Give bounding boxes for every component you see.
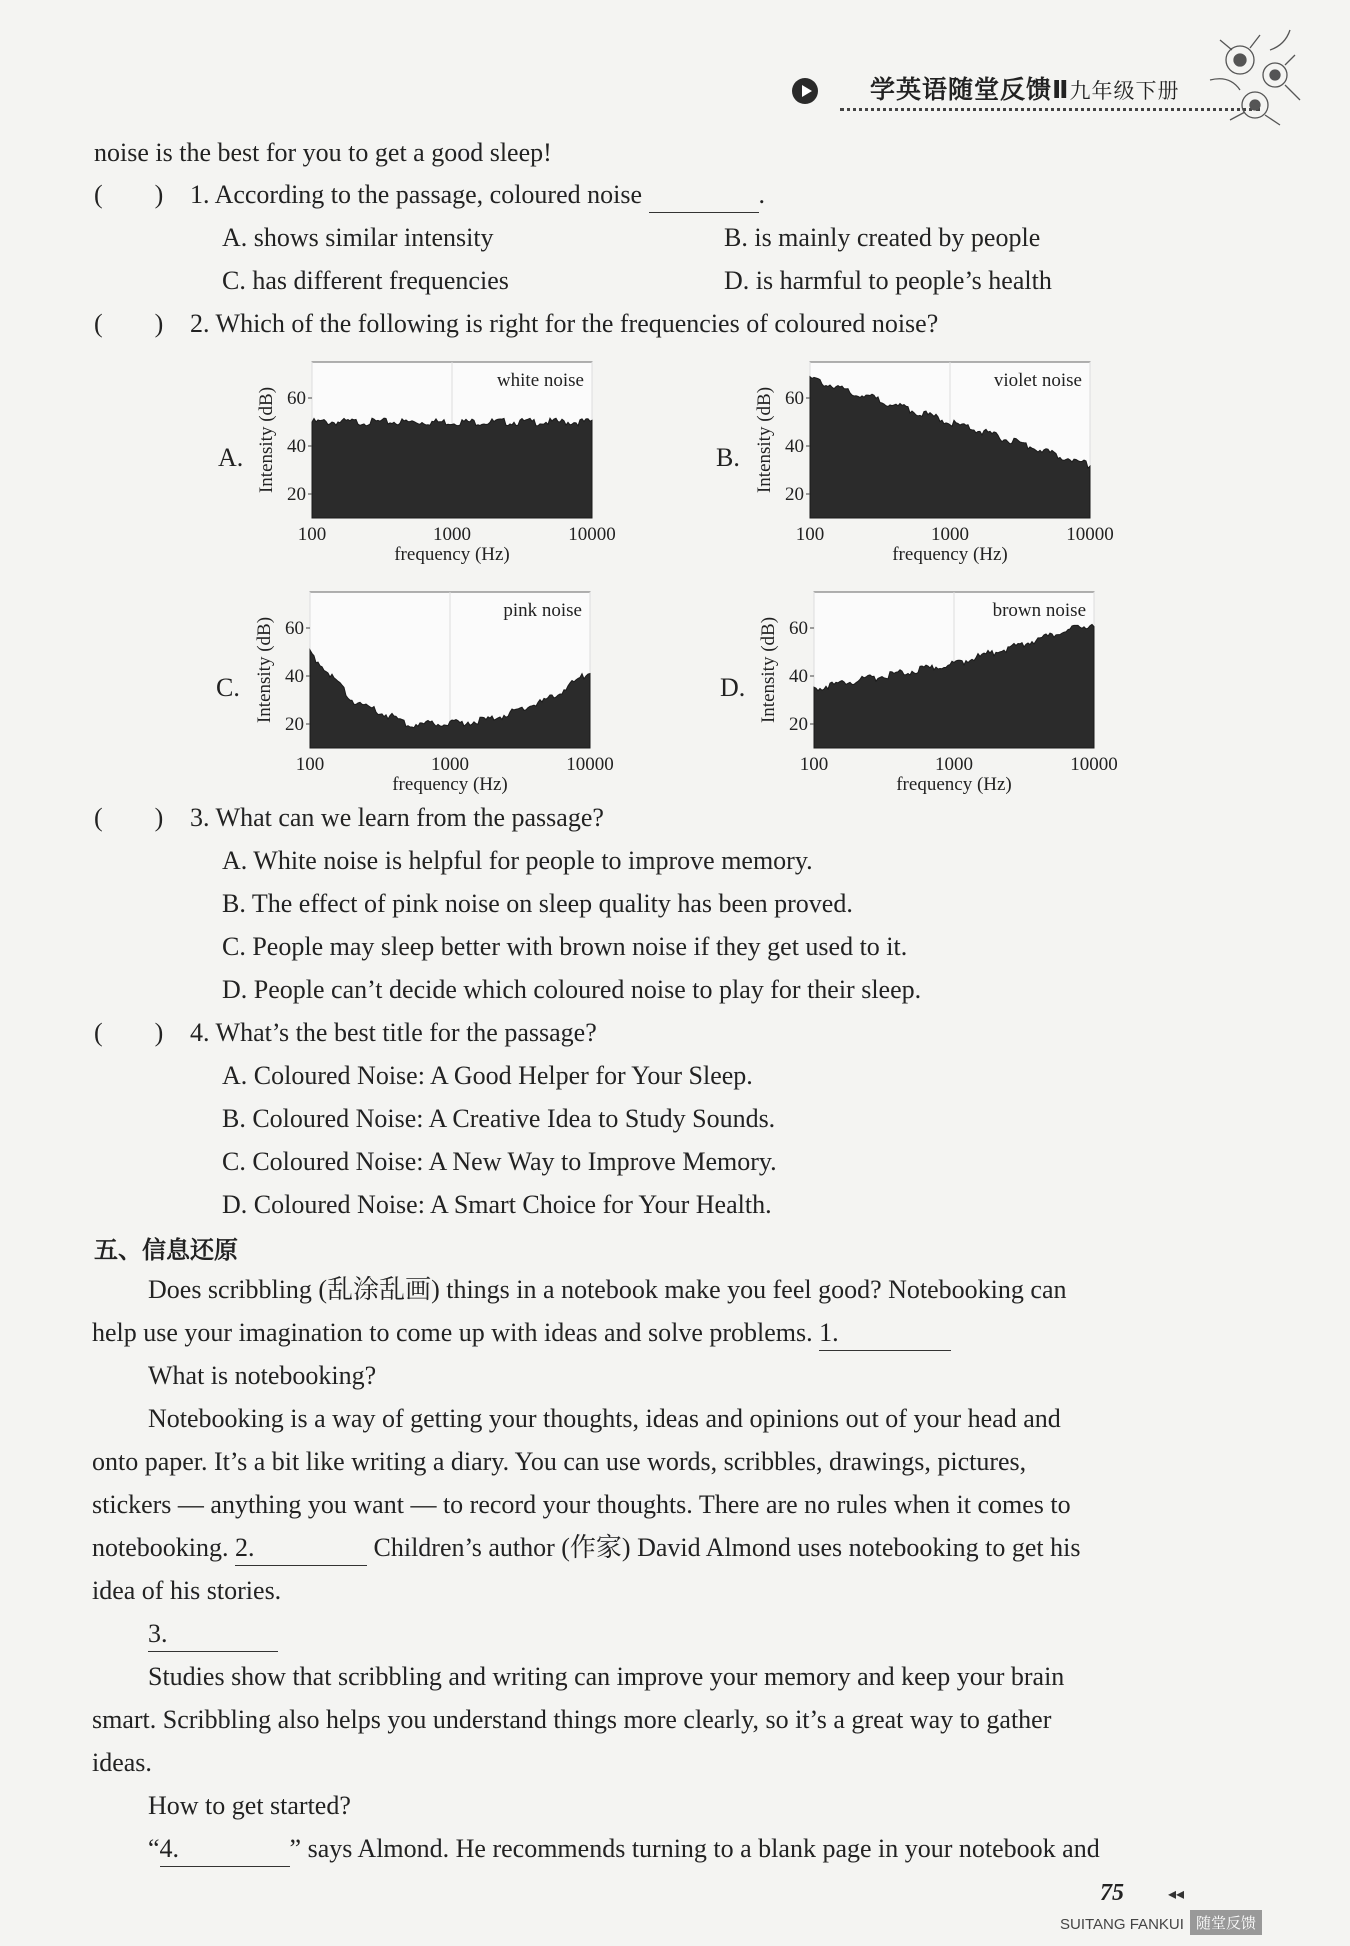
q3-option-b: B. The effect of pink noise on sleep quality has been proved. — [222, 889, 853, 918]
y-tick-label: 20 — [789, 714, 808, 735]
header-title: 学英语随堂反馈Ⅱ九年级下册 — [870, 75, 1180, 104]
page-header — [780, 60, 1250, 120]
x-axis-label: frequency (Hz) — [892, 544, 1008, 565]
q1-answer-bracket[interactable]: ( ) — [94, 180, 164, 209]
paragraph-3-line-3: stickers — anything you want — to record your thoughts. There are no rules when it comes to — [92, 1490, 1071, 1519]
y-axis-label: Intensity (dB) — [254, 616, 275, 724]
x-tick-label: 100 — [295, 754, 325, 775]
q4-answer-bracket[interactable]: ( ) — [94, 1018, 164, 1047]
q1-option-a: A. shows similar intensity — [222, 223, 494, 252]
flower-decoration-icon — [1200, 20, 1320, 140]
header-dotted-rule — [840, 108, 1260, 111]
paragraph-4-line-3: ideas. — [92, 1748, 152, 1777]
chart-svg — [218, 580, 618, 800]
chart-title: brown noise — [992, 600, 1086, 621]
chart-title: violet noise — [993, 370, 1082, 391]
chart-pink-noise[interactable] — [218, 580, 618, 800]
play-icon — [792, 78, 818, 104]
blank-4[interactable]: 4. — [160, 1832, 290, 1867]
q1-option-d: D. is harmful to people’s health — [724, 266, 1052, 295]
blank-1[interactable]: 1. — [819, 1316, 951, 1351]
subheading-what-is-notebooking: What is notebooking? — [148, 1361, 377, 1390]
y-tick-label: 40 — [785, 436, 804, 457]
chart-option-letter: A. — [218, 443, 244, 472]
x-tick-label: 1000 — [433, 524, 471, 545]
section-heading: 五、信息还原 — [94, 1236, 238, 1264]
paragraph-4-line-2: smart. Scribbling also helps you understand things more clearly, so it’s a great way to gather — [92, 1705, 1052, 1734]
y-tick-label: 40 — [789, 666, 808, 687]
paragraph-3-line-1: Notebooking is a way of getting your thoughts, ideas and opinions out of your head and — [148, 1404, 1061, 1433]
q1-option-b: B. is mainly created by people — [724, 223, 1041, 252]
x-tick-label: 1000 — [431, 754, 469, 775]
y-tick-label: 60 — [287, 388, 306, 409]
y-tick-label: 40 — [287, 436, 306, 457]
x-tick-label: 10000 — [568, 524, 616, 545]
y-tick-label: 20 — [285, 714, 304, 735]
intro-line: noise is the best for you to get a good sleep! — [94, 138, 552, 167]
page-number: 75 — [1100, 1880, 1124, 1906]
blank-3-line — [148, 1617, 278, 1652]
y-tick-label: 20 — [785, 484, 804, 505]
x-tick-label: 1000 — [935, 754, 973, 775]
q4-option-a: A. Coloured Noise: A Good Helper for Your Sleep. — [222, 1061, 753, 1090]
x-tick-label: 100 — [795, 524, 825, 545]
paragraph-3-line-4: notebooking. 2. Children’s author (作家) David Almond uses notebooking to get his — [92, 1531, 1081, 1566]
paragraph-1-line-1: Does scribbling (乱涂乱画) things in a notebook make you feel good? Notebooking can — [148, 1275, 1067, 1304]
q3-option-d: D. People can’t decide which coloured noise to play for their sleep. — [222, 975, 922, 1004]
x-axis-label: frequency (Hz) — [896, 774, 1012, 795]
chart-svg — [718, 350, 1118, 570]
q1-option-c: C. has different frequencies — [222, 266, 509, 295]
chart-title: white noise — [496, 370, 584, 391]
y-tick-label: 60 — [785, 388, 804, 409]
chart-option-letter: B. — [716, 443, 740, 472]
x-tick-label: 1000 — [931, 524, 969, 545]
footer-tag: 随堂反馈 — [1190, 1910, 1262, 1935]
q3-stem: 3. What can we learn from the passage? — [190, 803, 604, 832]
q4-option-c: C. Coloured Noise: A New Way to Improve Memory. — [222, 1147, 777, 1176]
paragraph-1-line-2: help use your imagination to come up with ideas and solve problems. 1. — [92, 1316, 951, 1351]
chart-svg — [722, 580, 1122, 800]
x-axis-label: frequency (Hz) — [392, 774, 508, 795]
chart-option-letter: C. — [216, 673, 240, 702]
x-tick-label: 100 — [297, 524, 327, 545]
q3-answer-bracket[interactable]: ( ) — [94, 803, 164, 832]
paragraph-3-line-5: idea of his stories. — [92, 1576, 282, 1605]
chart-violet-noise[interactable] — [718, 350, 1118, 570]
x-tick-label: 10000 — [1070, 754, 1118, 775]
subheading-how-to-start: How to get started? — [148, 1791, 351, 1820]
x-tick-label: 100 — [799, 754, 829, 775]
chart-title: pink noise — [503, 600, 582, 621]
x-tick-label: 10000 — [1066, 524, 1114, 545]
chart-brown-noise[interactable] — [722, 580, 1122, 800]
chart-svg — [220, 350, 620, 570]
chart-white-noise[interactable] — [220, 350, 620, 570]
chart-option-letter: D. — [720, 673, 746, 702]
back-arrows-icon: ◂◂ — [1168, 1886, 1185, 1903]
y-axis-label: Intensity (dB) — [758, 616, 779, 724]
y-axis-label: Intensity (dB) — [754, 386, 775, 494]
x-tick-label: 10000 — [566, 754, 614, 775]
y-tick-label: 60 — [789, 618, 808, 639]
footer-pinyin: SUITANG FANKUI — [1060, 1916, 1184, 1933]
q3-option-a: A. White noise is helpful for people to improve memory. — [222, 846, 813, 875]
blank-2[interactable]: 2. — [235, 1531, 367, 1566]
paragraph-3-line-2: onto paper. It’s a bit like writing a diary. You can use words, scribbles, drawings, pictures, — [92, 1447, 1027, 1476]
paragraph-6-line-1: “4. ” says Almond. He recommends turning to a blank page in your notebook and — [148, 1832, 1100, 1867]
y-axis-label: Intensity (dB) — [256, 386, 277, 494]
blank-3[interactable]: 3. — [148, 1617, 278, 1652]
noise-spectrum-area — [312, 418, 592, 518]
y-tick-label: 40 — [285, 666, 304, 687]
y-tick-label: 60 — [285, 618, 304, 639]
y-tick-label: 20 — [287, 484, 306, 505]
q4-option-b: B. Coloured Noise: A Creative Idea to Study Sounds. — [222, 1104, 776, 1133]
q4-stem: 4. What’s the best title for the passage? — [190, 1018, 597, 1047]
x-axis-label: frequency (Hz) — [394, 544, 510, 565]
paragraph-4-line-1: Studies show that scribbling and writing can improve your memory and keep your brain — [148, 1662, 1065, 1691]
q2-answer-bracket[interactable]: ( ) — [94, 309, 164, 338]
q3-option-c: C. People may sleep better with brown noise if they get used to it. — [222, 932, 908, 961]
q2-stem: 2. Which of the following is right for the frequencies of coloured noise? — [190, 309, 939, 338]
q4-option-d: D. Coloured Noise: A Smart Choice for Your Health. — [222, 1190, 772, 1219]
q1-stem: 1. According to the passage, coloured noise . — [190, 178, 765, 213]
